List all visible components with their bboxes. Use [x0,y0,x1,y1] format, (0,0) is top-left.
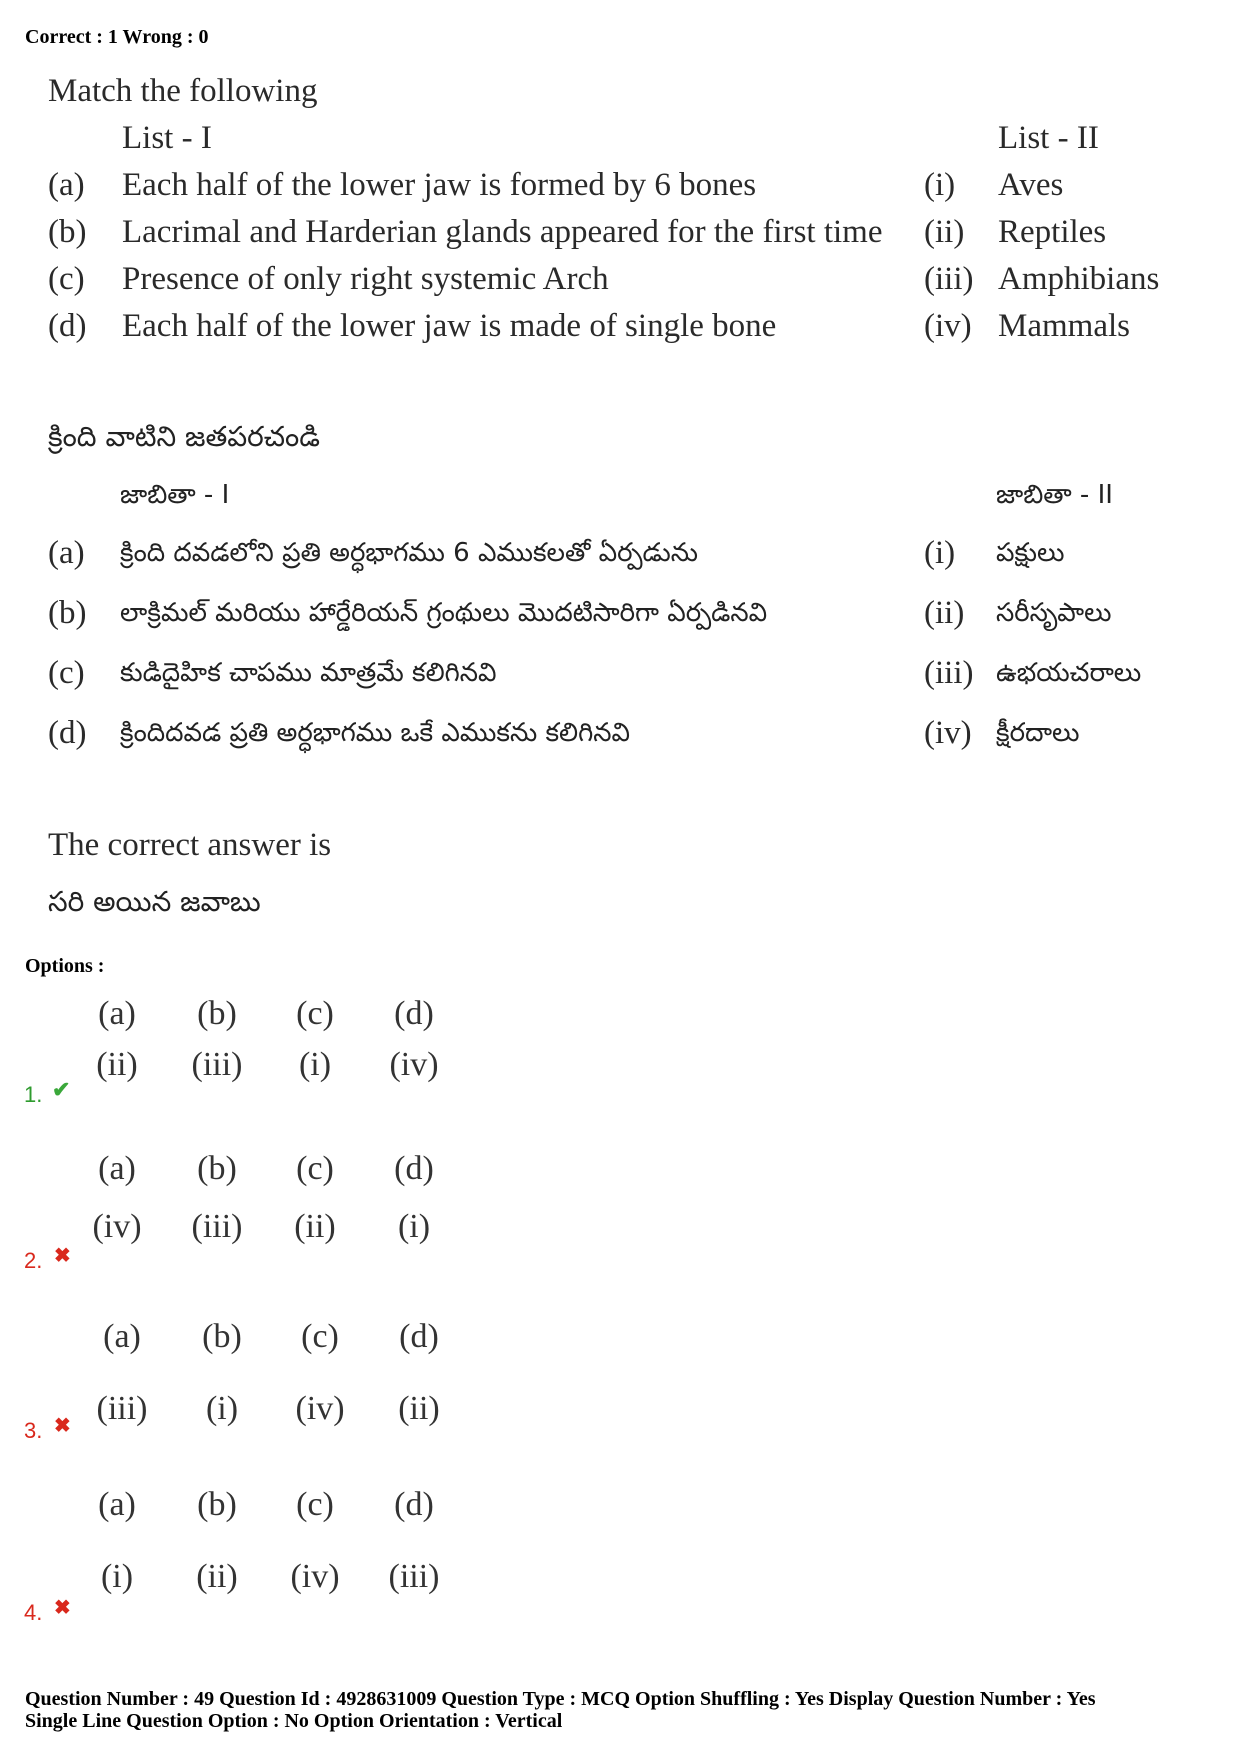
list2-header-telugu: జాబితా - II [996,480,1113,510]
row-match: ఉభయచరాలు [996,658,1142,688]
option-value: (iii) [388,1558,440,1595]
option-col-header: (c) [296,1486,334,1523]
option-value: (iv) [389,1046,439,1083]
score-summary: Correct : 1 Wrong : 0 [25,26,209,48]
option-value: (iv) [290,1558,340,1595]
option-value: (ii) [196,1558,238,1595]
cross-icon: ✖ [54,1415,71,1437]
option-col-header: (c) [296,995,334,1032]
row-label: (d) [48,715,87,751]
check-icon: ✔ [52,1077,71,1102]
answer-prompt: The correct answer is [48,827,332,863]
option-value: (iv) [92,1208,142,1245]
row-num: (i) [924,535,956,571]
row-num: (ii) [924,595,965,631]
row-label: (b) [48,595,87,631]
option-number: 1. [24,1082,43,1107]
option-value: (ii) [96,1046,138,1083]
row-text: క్రింది దవడలోని ప్రతి అర్ధభాగము 6 ఎముకలతో ఏర్పడును [120,538,699,568]
row-text: Presence of only right systemic Arch [122,261,609,297]
row-text: Each half of the lower jaw is formed by 6 bones [122,167,757,203]
option-value: (i) [205,1390,239,1427]
option-col-header: (d) [399,1318,439,1355]
row-match: Mammals [998,308,1130,344]
question-meta-line2: Single Line Question Option : No Option Orientation : Vertical [25,1710,563,1732]
row-match: సరీసృపాలు [996,598,1112,628]
answer-prompt-telugu: సరి అయిన జవాబు [48,885,261,918]
option-col-header: (d) [394,1486,434,1523]
option-value: (i) [397,1208,431,1245]
option-col-header: (b) [202,1318,242,1355]
row-num: (i) [924,167,956,203]
row-text: క్రిందిదవడ ప్రతి అర్ధభాగము ఒకే ఎముకను కలిగినవి [120,718,630,748]
question-title: Match the following [48,73,318,109]
list2-header: List - II [998,120,1099,156]
option-col-header: (c) [296,1150,334,1187]
option-value: (iv) [295,1390,345,1427]
row-match: క్షీరదాలు [996,718,1080,748]
question-meta-line1: Question Number : 49 Question Id : 4928631009 Question Type : MCQ Option Shuffling : Yes Display Question Number : Yes [25,1688,1096,1710]
row-text: Lacrimal and Harderian glands appeared for the first time [122,214,883,250]
option-value: (i) [298,1046,332,1083]
row-label: (a) [48,167,85,203]
cross-icon: ✖ [54,1245,71,1267]
option-col-header: (b) [197,995,237,1032]
row-label: (b) [48,214,87,250]
option-col-header: (a) [98,1150,136,1187]
option-value: (ii) [398,1390,440,1427]
row-match: పక్షులు [996,538,1065,568]
row-num: (iii) [924,261,974,297]
row-num: (iii) [924,655,974,691]
row-num: (iv) [924,308,972,344]
row-text: Each half of the lower jaw is made of single bone [122,308,777,344]
list1-header: List - I [122,120,212,156]
option-value: (ii) [294,1208,336,1245]
options-label: Options : [25,955,105,977]
list1-header-telugu: జాబితా - I [120,480,230,510]
option-number: 2. [24,1248,43,1273]
row-num: (ii) [924,214,965,250]
option-value: (iii) [191,1208,243,1245]
row-text: కుడిదైహిక చాపము మాత్రమే కలిగినవి [120,658,497,688]
option-col-header: (b) [197,1486,237,1523]
option-col-header: (a) [103,1318,141,1355]
row-num: (iv) [924,715,972,751]
row-label: (c) [48,261,85,297]
row-match: Reptiles [998,214,1107,250]
row-text: లాక్రిమల్ మరియు హార్డేరియన్ గ్రంథులు మొదటిసారిగా ఏర్పడినవి [120,598,768,628]
option-col-header: (a) [98,995,136,1032]
option-value: (iii) [191,1046,243,1083]
option-number: 3. [24,1418,43,1443]
question-title-telugu: క్రింది వాటిని జతపరచండి [48,420,320,453]
option-value: (i) [100,1558,134,1595]
row-match: Aves [998,167,1064,203]
row-label: (a) [48,535,85,571]
option-number: 4. [24,1600,43,1625]
option-col-header: (c) [301,1318,339,1355]
option-col-header: (d) [394,995,434,1032]
option-col-header: (d) [394,1150,434,1187]
row-label: (c) [48,655,85,691]
option-col-header: (a) [98,1486,136,1523]
option-value: (iii) [96,1390,148,1427]
option-col-header: (b) [197,1150,237,1187]
row-label: (d) [48,308,87,344]
row-match: Amphibians [998,261,1160,297]
cross-icon: ✖ [54,1597,71,1619]
